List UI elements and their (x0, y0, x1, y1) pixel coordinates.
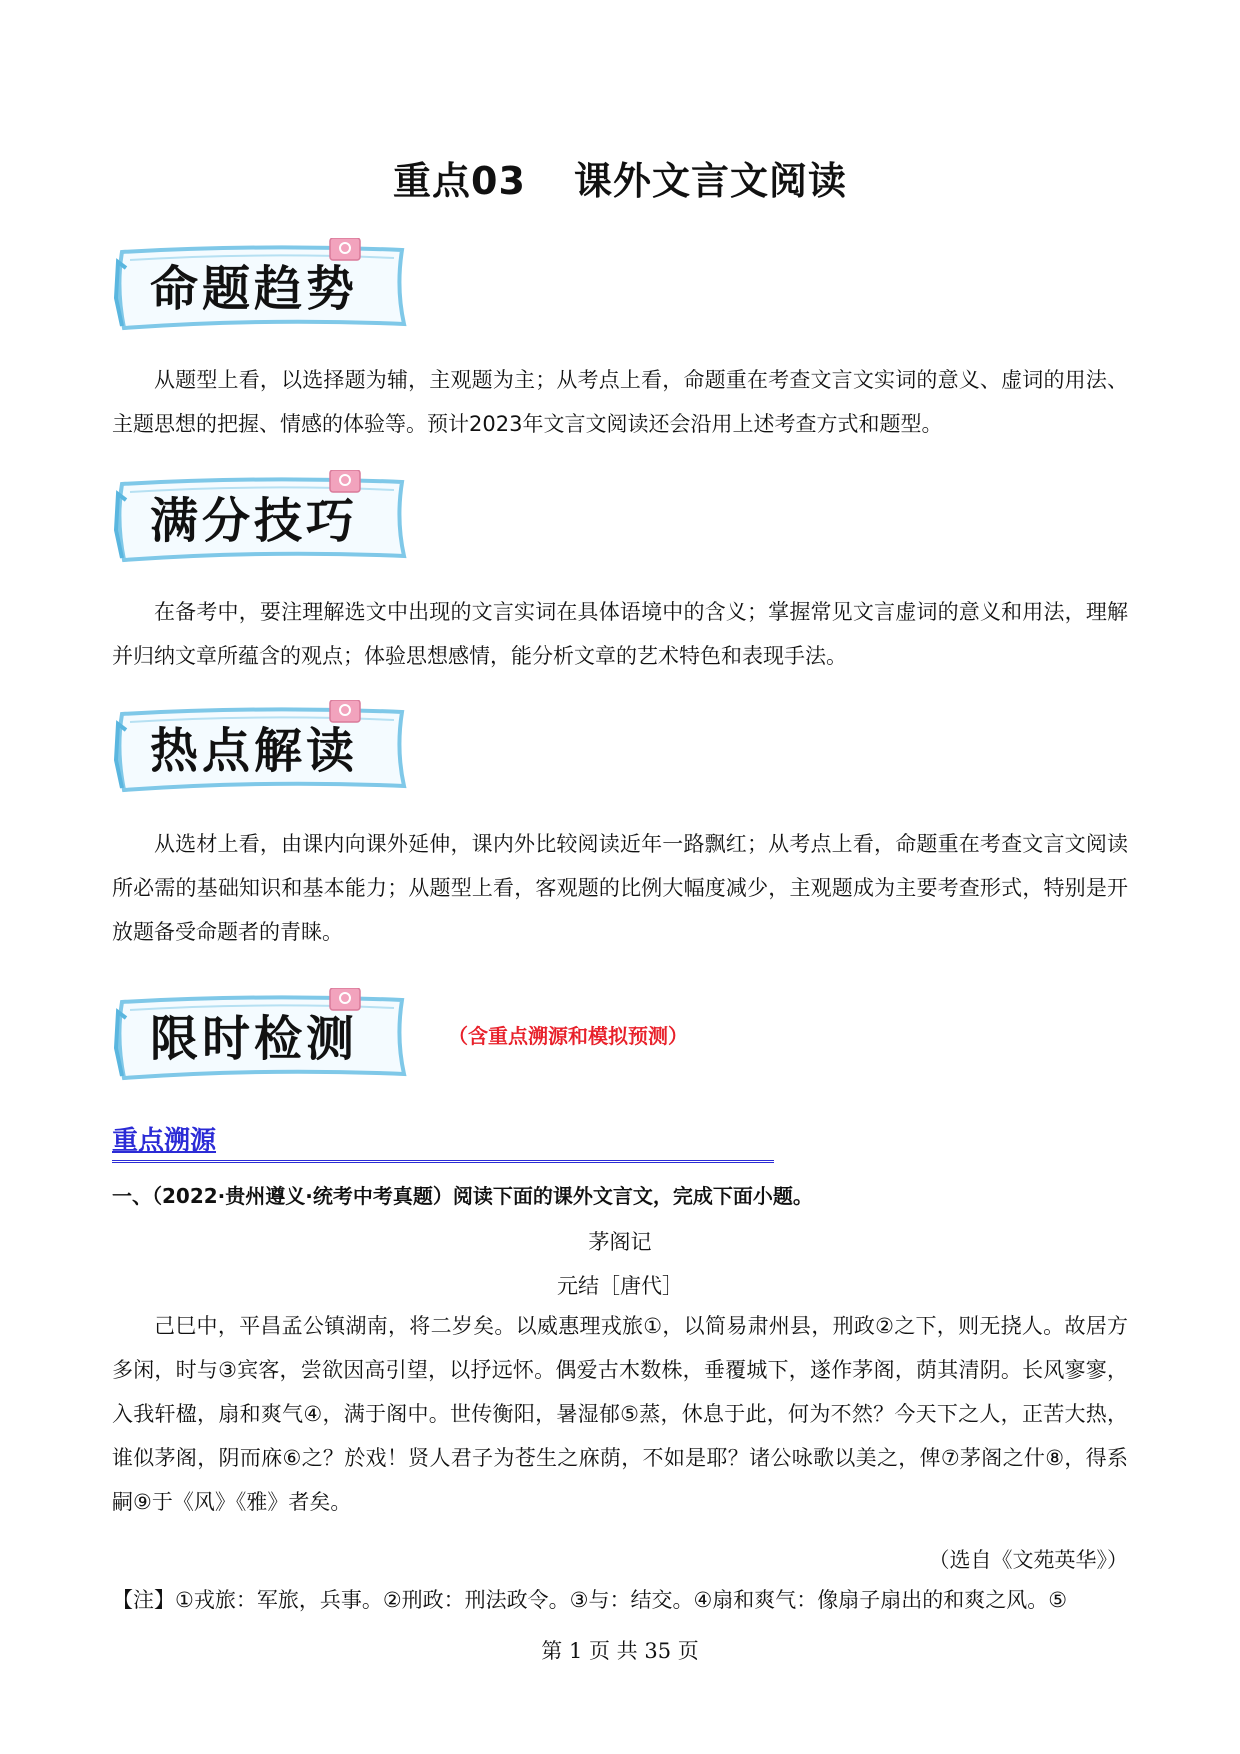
banner-hotspot-label: 热点解读 (150, 723, 359, 779)
page-footer: 第 1 页 共 35 页 (541, 1639, 699, 1663)
banner-test (112, 988, 412, 1084)
test-note: （含重点溯源和模拟预测） (448, 1024, 688, 1048)
trend-paragraph: 从题型上看，以选择题为辅，主观题为主；从考点上看，命题重在考查文言文实词的意义、虚词的用法、主题思想的把握、情感的体验等。预计2023年文言文阅读还会沿用上述考查方式和题型。 (112, 368, 1128, 436)
banner-skills-label: 满分技巧 (150, 493, 359, 549)
skills-paragraph: 在备考中，要注理解选文中出现的文言实词在具体语境中的含义；掌握常见文言虚词的意义和用法，理解并归纳文章所蕴含的观点；体验思想感情，能分析文章的艺术特色和表现手法。 (112, 600, 1128, 668)
banner-test-label: 限时检测 (150, 1011, 359, 1067)
article-passage: 己巳中，平昌孟公镇湖南，将二岁矣。以威惠理戎旅①，以简易肃州县，刑政②之下，则无挠人。故居方多闲，时与③宾客，尝欲因高引望，以抒远怀。偶爱古木数株，垂覆城下，遂作茅阁，荫其清阴。长风寥寥，入我轩楹，扇和爽气④，满于阁中。世传衡阳，暑湿郁⑤蒸，休息于此，何为不然？今天下之人，正苦大热，谁似茅阁，阴而庥⑥之？於戏！贤人君子为苍生之庥荫，不如是耶？诸公咏歌以美之，俾⑦茅阁之什⑧，得系嗣⑨于《风》《雅》者矣。 (112, 1314, 1128, 1514)
article-source: （选自《文苑英华》） (928, 1548, 1128, 1572)
article-notes: 【注】①戎旅：军旅，兵事。②刑政：刑法政令。③与：结交。④扇和爽气：像扇子扇出的和爽之风。⑤ (112, 1588, 1068, 1612)
source-section-label: 重点溯源 (112, 1126, 217, 1156)
banner-trend (112, 238, 412, 334)
banner-hotspot (112, 700, 412, 796)
article-title: 茅阁记 (588, 1230, 652, 1254)
page-title (0, 150, 1240, 205)
banner-skills (112, 470, 412, 566)
title-part2: 课外文言文阅读 (573, 159, 847, 203)
source-section-heading (112, 1120, 774, 1163)
banner-trend-label: 命题趋势 (150, 261, 359, 317)
question-prompt: 一、（2022·贵州遵义·统考中考真题）阅读下面的课外文言文，完成下面小题。 (112, 1184, 813, 1208)
hotspot-paragraph: 从选材上看，由课内向课外延伸，课内外比较阅读近年一路飘红；从考点上看，命题重在考查文言文阅读所必需的基础知识和基本能力；从题型上看，客观题的比例大幅度减少，主观题成为主要考查形式，特别是开放题备受命题者的青睐。 (112, 832, 1128, 944)
article-author: 元结［唐代］ (557, 1274, 683, 1298)
title-part1: 重点03 (393, 159, 526, 203)
